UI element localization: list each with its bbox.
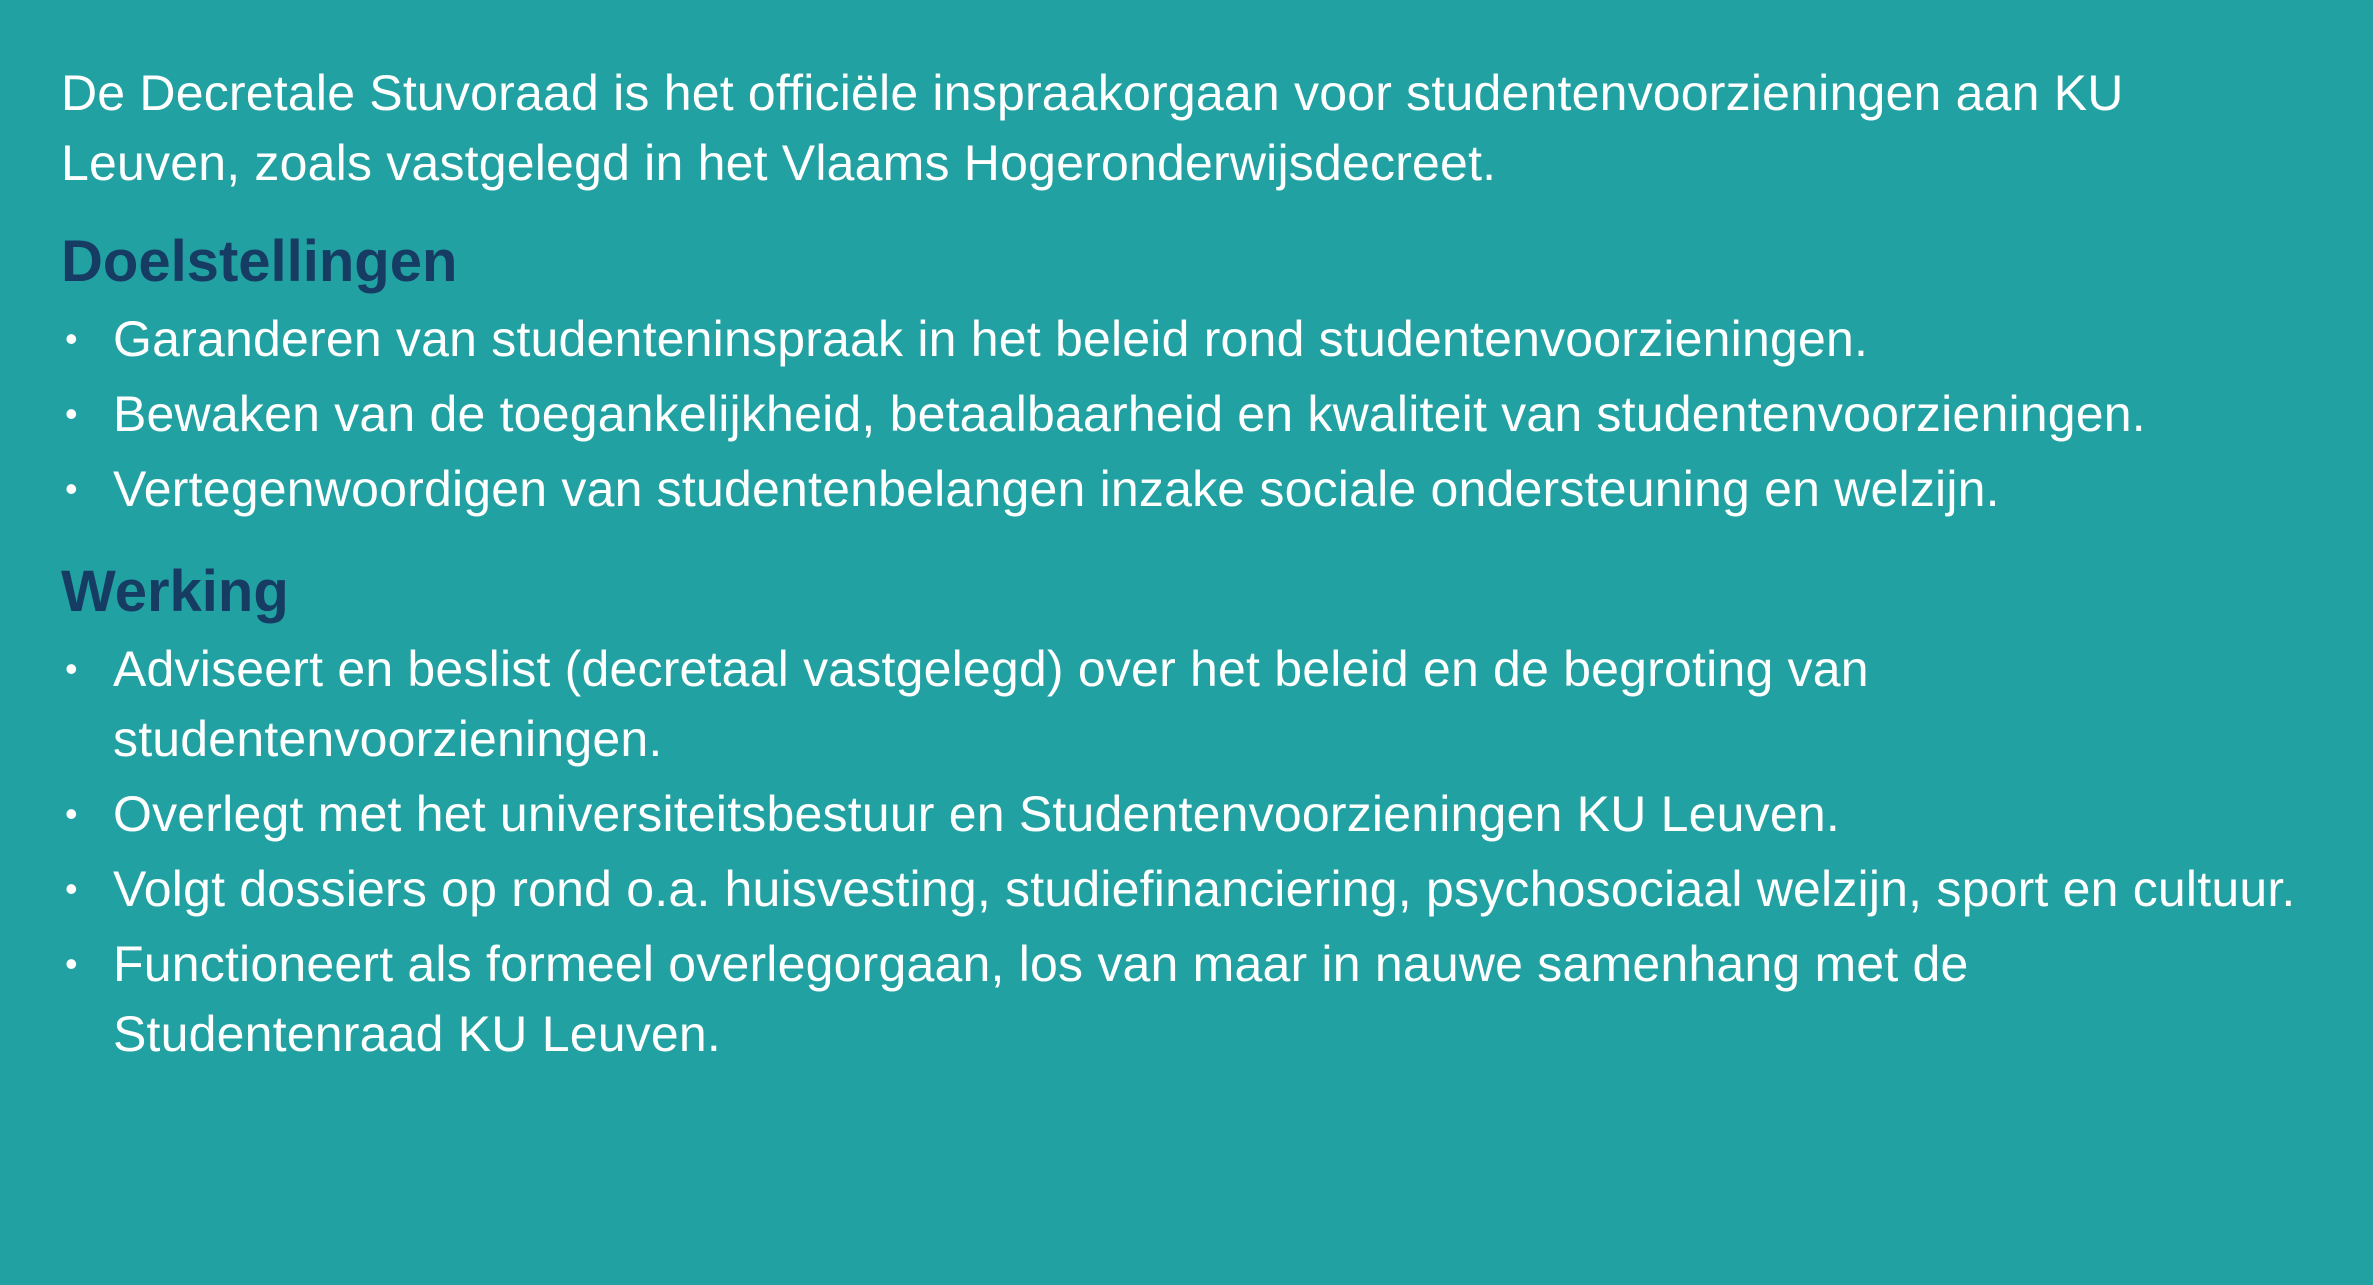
bullet-icon: • — [65, 393, 78, 434]
list-item-text: Vertegenwoordigen van studentenbelangen inzake sociale ondersteuning en welzijn. — [113, 461, 2000, 517]
bullet-icon: • — [65, 648, 78, 689]
list-item-text: Adviseert en beslist (decretaal vastgelegd) over het beleid en de begroting van studentenvoorzieningen. — [113, 641, 1869, 767]
list-item-text: Bewaken van de toegankelijkheid, betaalbaarheid en kwaliteit van studentenvoorzieningen. — [113, 386, 2146, 442]
doelstellingen-list — [61, 304, 2313, 524]
bullet-icon: • — [65, 868, 78, 909]
intro-paragraph: De Decretale Stuvoraad is het officiële inspraakorgaan voor studentenvoorzieningen aan KU Leuven, zoals vastgelegd in het Vlaams Hogeronderwijsdecreet. — [61, 65, 2124, 191]
bullet-icon: • — [65, 793, 78, 834]
list-item-text: Garanderen van studenteninspraak in het beleid rond studentenvoorzieningen. — [113, 311, 1869, 367]
bullet-icon: • — [65, 943, 78, 984]
list-item — [61, 779, 2313, 849]
list-item — [61, 304, 2313, 374]
list-item — [61, 634, 2313, 774]
section-heading-doelstellingen: Doelstellingen — [61, 229, 458, 294]
list-item — [61, 454, 2313, 524]
bullet-icon: • — [65, 318, 78, 359]
list-item-text: Overlegt met het universiteitsbestuur en Studentenvoorzieningen KU Leuven. — [113, 786, 1840, 842]
bullet-icon: • — [65, 468, 78, 509]
list-item-text: Volgt dossiers op rond o.a. huisvesting, studiefinanciering, psychosociaal welzijn, sport en cultuur. — [113, 861, 2296, 917]
section-heading-werking: Werking — [61, 559, 289, 624]
werking-list — [61, 634, 2313, 1069]
list-item — [61, 854, 2313, 924]
list-item-text: Functioneert als formeel overlegorgaan, los van maar in nauwe samenhang met de Studentenraad KU Leuven. — [113, 936, 1969, 1062]
list-item — [61, 929, 2313, 1069]
list-item — [61, 379, 2313, 449]
